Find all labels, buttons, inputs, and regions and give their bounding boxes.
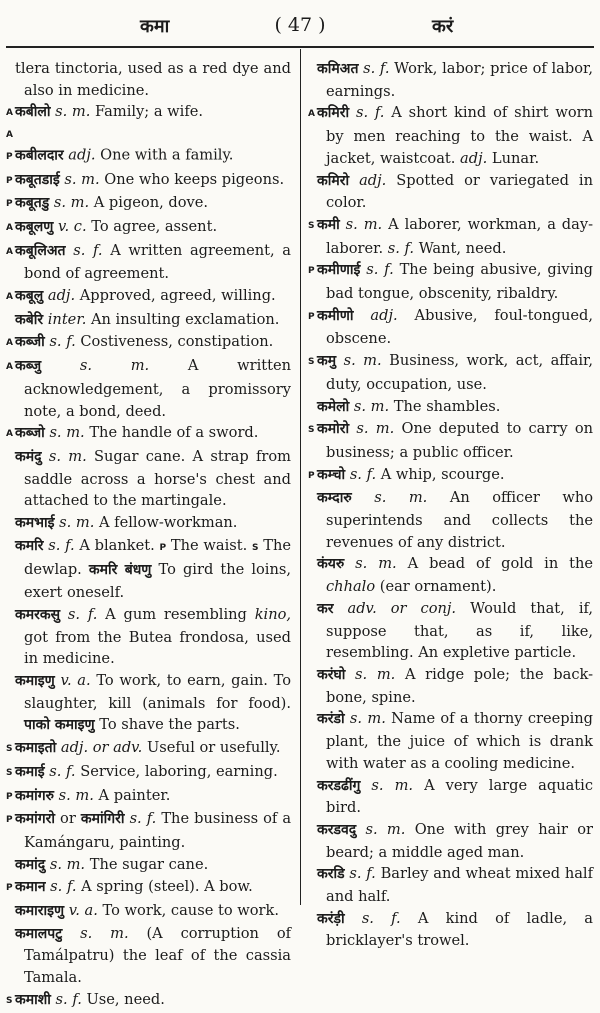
entry-definition: A kind of ladle, a bricklayer's trowel. [326,909,594,950]
left-column [6,58,291,1013]
dictionary-entry [6,422,291,446]
entry-headword: कर [317,600,334,617]
header-rule [6,46,594,48]
grammar-label: s. f. [366,261,394,279]
entry-headword: कमांगरो [15,811,55,828]
entry-definition: Useful or usefully. [146,739,281,757]
origin-marker: P [308,311,315,322]
grammar-label: adj. [359,171,387,189]
entry-definition: (ear ornament). [379,578,497,596]
grammar-label: s. m. [353,397,390,415]
entry-headword: कबूतडाई [15,171,60,188]
dictionary-entry [308,464,593,488]
grammar-label: s. m. [79,357,150,375]
grammar-label: s. f. [355,104,385,122]
entry-headword: कमोरो [317,421,350,438]
dictionary-entry [308,908,593,952]
entry-definition: Work, labor; price of labor, earnings. [326,60,593,100]
entry-headword: कमाइतो [15,740,57,757]
entry-definition: The being abusive, giving bad tongue, obscenity, ribaldry. [326,261,594,303]
grammar-label: inter. [47,310,87,328]
grammar-label: s. m. [58,786,94,804]
origin-marker: A [6,246,13,257]
grammar-label: v. a. [60,671,91,689]
grammar-label: s. m. [355,665,396,683]
entry-headword: करडढींगु [317,777,361,794]
origin-marker: S [6,995,13,1006]
grammar-label: s. f. [49,762,76,780]
italic-term: s. f. [129,810,157,828]
entry-definition: A bead of gold in the [407,555,594,573]
entry-headword: करडवदु [317,821,357,838]
dictionary-entry [308,487,593,553]
entry-headword: कमाई [15,763,45,780]
grammar-label: s. m. [374,489,428,507]
entry-headword: कमभाई [15,515,55,532]
entry-definition: A painter. [98,786,171,804]
grammar-label: s. f. [349,865,376,883]
grammar-label: s. m. [48,447,87,465]
grammar-label: s. m. [49,424,85,442]
dictionary-entry [6,446,291,512]
entry-headword: कब्जी [15,334,45,351]
origin-marker: A P [6,130,13,162]
entry-headword: कमरि [15,537,44,554]
dictionary-entry [308,170,593,214]
dictionary-entry [308,598,593,664]
grammar-label: s. f. [50,878,77,896]
entry-definition: Sugar cane. A strap from saddle across a horse's chest and attached to the martingale. [24,447,292,510]
origin-marker: P [6,199,13,210]
origin-marker: A [6,338,13,349]
grammar-label: s. m. [365,820,406,838]
entry-definition: To work, cause to work. [102,902,279,920]
dictionary-entry [308,775,593,819]
phrase-headword: पाको कमाइणु [24,717,95,734]
entry-definition: The dewlap. [24,536,292,579]
entry-definition: A blanket. [79,536,155,554]
dictionary-entry [308,863,593,907]
dictionary-entry [6,604,291,670]
grammar-label: s. m. [343,352,382,370]
dictionary-entry [6,670,291,737]
entry-definition: The sugar cane. [89,855,209,873]
entry-definition: (A corruption of Tamálpatru) the leaf of the cassia Tamala. [24,924,292,987]
dictionary-entry [6,216,291,240]
entry-definition: Spotted or variegated in color. [326,171,593,212]
origin-marker: P [6,175,13,186]
entry-headword: कमांदु [15,856,46,873]
dictionary-entry [6,355,291,422]
dictionary-entry [308,664,593,708]
grammar-label: s. f. [55,990,82,1008]
dictionary-entry [6,923,291,989]
grammar-label: s. m. [345,215,383,233]
entry-definition: One deputed to carry on business; a public officer. [326,420,594,461]
dictionary-entry [308,305,593,350]
entry-headword: करंघो [317,666,346,683]
grammar-label: s. f. [73,241,103,259]
origin-marker: A [6,429,13,440]
grammar-label: s. m. [64,170,100,188]
italic-term: s. f. [387,239,415,257]
dictionary-entry [6,101,291,125]
entry-headword: कमाइणु [15,672,55,689]
origin-marker: P [159,542,167,553]
page-number: ( 47 ) [274,14,326,36]
entry-definition: Use, need. [86,990,165,1008]
origin-marker: S [6,744,13,755]
grammar-label: s. m. [53,194,90,212]
grammar-label: s. m. [356,420,395,438]
italic-term: adj. [460,149,488,167]
origin-marker: A [6,222,13,233]
grammar-label: s. m. [59,514,95,532]
dictionary-entry [6,169,291,193]
dictionary-entry [6,876,291,900]
grammar-label: v. a. [68,902,98,920]
entry-headword: करंडो [317,711,345,728]
dictionary-entry [6,331,291,355]
dictionary-entry [308,259,593,304]
entry-headword: कबीलो [15,104,51,121]
entry-definition: A written agreement, a bond of agreement. [24,241,291,283]
grammar-label: s. f. [49,333,76,351]
dictionary-entry [6,192,291,216]
dictionary-entry [6,900,291,923]
entry-definition: To work, to earn, gain. To slaughter, kill (animals for food). [24,671,291,712]
entry-definition: A gum resembling [105,605,247,623]
entry-definition: To shave the parts. [99,716,240,734]
entry-headword: कमाशी [15,991,51,1008]
dictionary-entry [308,418,593,463]
origin-marker: S [252,542,259,553]
grammar-label: s. m. [55,103,91,121]
grammar-label: adj. or adv. [60,739,143,757]
entry-headword: कमान [15,879,46,896]
dictionary-entry [6,240,291,285]
origin-marker: P [6,791,13,802]
grammar-label: adj. [68,146,96,164]
origin-marker: P [6,883,13,894]
grammar-label: s. m. [355,555,397,573]
entry-headword: कब्जु [15,358,42,375]
dictionary-entry [308,350,593,395]
entry-headword: कमिरो [317,172,350,189]
entry-definition: The handle of a sword. [89,424,259,442]
dictionary-entry [308,396,593,419]
header-left-guideword: कमा [140,16,170,37]
dictionary-entry [308,708,593,774]
entry-definition: Name of a thorny creeping plant, the juice of which is drank with water as a cooling medicine. [326,710,594,772]
dictionary-entry [6,854,291,877]
entry-headword: कब्जो [15,425,45,442]
origin-marker: P [308,470,315,481]
entry-definition: or [60,810,76,828]
origin-marker: S [308,220,315,231]
entry-headword: कमिरी [317,105,350,122]
grammar-label: adv. or conj. [347,599,457,617]
dictionary-entry [308,819,593,863]
entry-definition: Business, work, act, affair, duty, occupation, use. [326,352,594,393]
entry-definition: A pigeon, dove. [93,194,209,212]
entry-definition: Would that, if, suppose that, as if, like, resembling. An expletive particle. [326,599,594,662]
grammar-label: s. f. [67,605,98,623]
dictionary-entry [6,989,291,1013]
grammar-label: s. f. [363,60,390,77]
dictionary-entry [6,808,291,853]
entry-definition: Want, need. [418,239,507,257]
entry-definition: An insulting exclamation. [90,310,280,328]
entry-headword: कमरकसु [15,606,61,623]
entry-definition: Approved, agreed, willing. [79,287,276,305]
entry-definition: The shambles. [393,397,501,415]
origin-marker: A [308,109,315,120]
entry-definition: got from the Butea frondosa, used in medicine. [24,628,291,668]
entry-definition: A very large aquatic bird. [326,776,594,817]
origin-marker: S [6,767,13,778]
italic-term: chhalo [326,578,376,596]
phrase-headword: कमांगिरी [80,811,125,828]
entry-headword: कमाराइणु [15,903,65,920]
dictionary-entry [6,737,291,761]
grammar-label: s. m. [349,710,386,728]
entry-definition: One with a family. [100,146,234,164]
column-divider [300,49,301,905]
dictionary-entry [308,102,593,169]
dictionary-entry [6,58,291,101]
origin-marker: P [6,815,13,826]
entry-headword: कबीलदार [15,147,64,164]
right-column [308,58,593,952]
dictionary-entry [308,214,593,259]
entry-headword: कमी [317,216,340,233]
entry-headword: करंड़ी [317,910,345,927]
origin-marker: P [308,266,315,277]
dictionary-entry [6,285,291,309]
entry-definition: An officer who superintends and collects the revenues of any district. [326,489,594,551]
entry-definition: Service, laboring, earning. [80,762,278,780]
entry-headword: कमेलो [317,398,350,415]
origin-marker: A [6,292,13,303]
dictionary-entry [6,125,291,168]
entry-definition: A laborer, workman, a day-laborer. [326,215,594,257]
grammar-label: s. m. [80,924,129,942]
entry-definition: One with grey hair or beard; a middle aged man. [326,820,593,861]
phrase-headword: कमरि बंधणु [88,562,152,579]
entry-headword: कंयरु [317,556,345,573]
entry-definition: A ridge pole; the back-bone, spine. [326,665,594,706]
entry-definition: tlera tinctoria, used as a red dye and also in medicine. [15,60,291,99]
origin-marker: A [6,362,13,373]
entry-definition: To agree, assent. [91,217,218,235]
entry-definition: To gird the loins, exert oneself. [24,561,291,602]
origin-marker: S [308,425,315,436]
entry-definition: A fellow-workman. [99,514,238,532]
entry-definition: Lunar. [491,149,540,167]
origin-marker: S [308,357,315,368]
page-header [0,10,600,40]
dictionary-entry [6,761,291,785]
dictionary-entry [308,553,593,597]
dictionary-entry [6,512,291,535]
dictionary-entry [6,785,291,809]
grammar-label: adj. [47,287,76,305]
grammar-label: v. c. [58,217,87,235]
grammar-label: s. f. [349,465,377,483]
entry-definition: Abusive, foul-tongued, obscene. [326,306,593,348]
entry-definition: A whip, scourge. [380,465,505,483]
grammar-label: adj. [370,306,398,324]
entry-definition: A short kind of shirt worn by men reaching to the waist. A jacket, waistcoat. [326,104,593,167]
entry-headword: कमीणाई [317,262,361,279]
grammar-label: s. f. [48,536,75,554]
dictionary-entry [308,58,593,102]
entry-headword: कम्चो [317,466,346,483]
entry-definition: The waist. [170,536,248,554]
header-right-guideword: करं [432,16,454,37]
entry-definition: Family; a wife. [95,103,204,121]
dictionary-entry [6,309,291,332]
entry-headword: कमांगरु [15,787,55,804]
dictionary-entry [6,535,291,604]
origin-marker: A [6,108,13,119]
entry-definition: Barley and wheat mixed half and half. [326,865,593,906]
italic-term: kino, [254,605,292,623]
entry-headword: कमीणो [317,307,354,324]
entry-definition: The business of a Kamángaru, painting. [24,810,292,851]
entry-headword: कबूलिअत [15,242,66,259]
grammar-label: s. f. [361,909,401,927]
entry-headword: कबूलणु [15,218,54,235]
entry-definition: A spring (steel). A bow. [81,878,253,896]
entry-headword: करडि [317,866,345,883]
entry-headword: कमु [317,353,337,370]
entry-definition: A written acknowledgement, a promissory note, a bond, deed. [24,357,292,420]
entry-headword: कबूतडु [15,195,50,212]
entry-headword: कमालपटु [15,925,63,942]
entry-headword: कमिअत [317,61,359,77]
entry-headword: कबेरि [15,311,44,328]
entry-definition: Costiveness, constipation. [80,333,274,351]
grammar-label: s. m. [371,776,414,794]
entry-definition: One who keeps pigeons. [104,170,285,188]
entry-headword: कबूलु [15,288,44,305]
grammar-label: s. m. [49,855,86,873]
entry-headword: कम्दारु [317,490,352,507]
entry-headword: कमंदु [15,448,42,465]
